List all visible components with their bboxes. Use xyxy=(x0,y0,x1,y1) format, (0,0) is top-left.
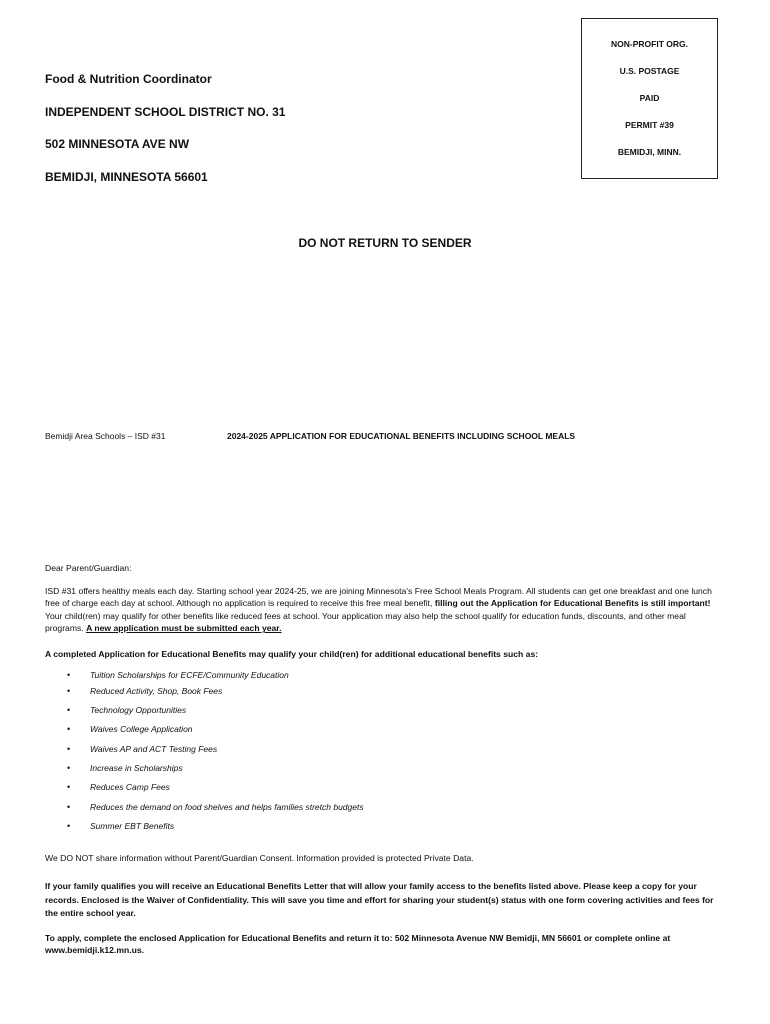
list-item: • Increase in Scholarships xyxy=(45,762,364,781)
list-item: • Reduces Camp Fees xyxy=(45,781,364,800)
list-item: • Tuition Scholarships for ECFE/Community Education xyxy=(45,669,364,685)
postage-line1: NON-PROFIT ORG. xyxy=(611,39,688,49)
do-not-return-notice: DO NOT RETURN TO SENDER xyxy=(298,236,472,250)
intro-text-b: Your child(ren) may qualify for other benefits like reduced fees at school. Your application may also help the school qualify for education funds, discounts, and other meal programs. xyxy=(45,610,686,634)
salutation: Dear Parent/Guardian: xyxy=(45,563,132,573)
intro-paragraph xyxy=(45,585,725,635)
intro-text-bold: filling out the Application for Educational Benefits is still important! xyxy=(434,598,711,609)
intro-text-underline: A new application must be submitted each year. xyxy=(86,623,282,634)
list-item: • Summer EBT Benefits xyxy=(45,820,364,839)
apply-paragraph: To apply, complete the enclosed Application for Educational Benefits and return it to: 502 Minnesota Avenue NW Bemidji, MN 56601 or complete online at www.bemidji.k12.mn.us. xyxy=(45,933,671,956)
return-address-line4: BEMIDJI, MINNESOTA 56601 xyxy=(45,170,208,184)
privacy-statement: We DO NOT share information without Parent/Guardian Consent. Information provided is protected Private Data. xyxy=(45,853,474,863)
postage-indicia xyxy=(581,18,718,179)
return-address-line1: Food & Nutrition Coordinator xyxy=(45,72,212,86)
postage-line4: PERMIT #39 xyxy=(625,120,674,130)
list-item: • Reduced Activity, Shop, Book Fees xyxy=(45,685,364,704)
list-item: • Waives AP and ACT Testing Fees xyxy=(45,743,364,762)
return-address-line2: INDEPENDENT SCHOOL DISTRICT NO. 31 xyxy=(45,105,286,119)
benefits-intro: A completed Application for Educational Benefits may qualify your child(ren) for additional educational benefits such as: xyxy=(45,649,539,659)
list-item: • Reduces the demand on food shelves and helps families stretch budgets xyxy=(45,801,364,820)
district-label: Bemidji Area Schools – ISD #31 xyxy=(45,431,166,441)
application-title: 2024-2025 APPLICATION FOR EDUCATIONAL BENEFITS INCLUDING SCHOOL MEALS xyxy=(227,431,576,441)
return-address-line3: 502 MINNESOTA AVE NW xyxy=(45,137,190,151)
qualify-paragraph: If your family qualifies you will receive an Educational Benefits Letter that will allow your family access to the benefits listed above. Please keep a copy for your records. Enclosed is the Waiver of Confidentiality. This will save you time and effort for sharing your student(s) status with one form covering activities and fees for the entire school year. xyxy=(45,881,714,918)
list-item: • Technology Opportunities xyxy=(45,704,364,723)
postage-line3: PAID xyxy=(639,93,660,103)
list-item: • Waives College Application xyxy=(45,723,364,742)
intro-text-a: ISD #31 offers healthy meals each day. Starting school year 2024-25, we are joining Minnesota’s Free School Meals Program. All students can get one breakfast and one lunch free of charge each day at school. Although no application is required to receive this free meal benefit, xyxy=(45,586,712,609)
benefits-list xyxy=(45,669,364,840)
postage-line2: U.S. POSTAGE xyxy=(619,66,680,76)
postage-line5: BEMIDJI, MINN. xyxy=(617,147,682,157)
